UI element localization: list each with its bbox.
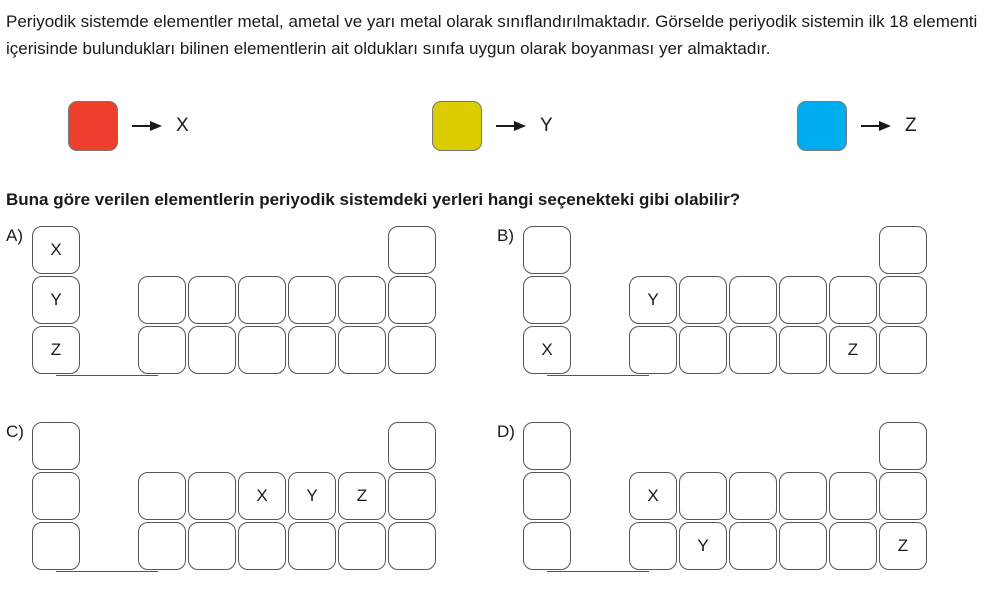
element-cell: [138, 522, 186, 570]
element-cell: [779, 326, 827, 374]
option-letter: D): [497, 422, 515, 441]
element-cell: [138, 326, 186, 374]
element-cell: [388, 422, 436, 470]
element-cell: [288, 522, 336, 570]
element-cell: [188, 522, 236, 570]
element-cell: [879, 326, 927, 374]
element-cell: [288, 276, 336, 324]
element-cell: [679, 472, 727, 520]
table-baseline: [56, 571, 158, 572]
element-cell: [779, 472, 827, 520]
legend-label: Z: [905, 115, 917, 136]
element-cell: [679, 326, 727, 374]
element-cell: [388, 326, 436, 374]
element-cell-labeled: Z: [338, 472, 386, 520]
element-cell: [729, 472, 777, 520]
element-cell: [879, 422, 927, 470]
element-cell: [523, 422, 571, 470]
element-cell: [338, 522, 386, 570]
legend-item-z: [797, 100, 917, 152]
element-cell: [238, 522, 286, 570]
legend-swatch-red: [68, 101, 118, 151]
element-cell: [829, 276, 877, 324]
element-cell: [879, 472, 927, 520]
option-b[interactable]: [497, 226, 967, 391]
arrow-right-icon: [861, 120, 891, 132]
element-cell: [238, 326, 286, 374]
element-cell: [523, 226, 571, 274]
table-baseline: [547, 375, 649, 376]
element-cell: [629, 326, 677, 374]
option-c[interactable]: [6, 422, 476, 587]
element-cell: [388, 522, 436, 570]
element-cell-labeled: Y: [679, 522, 727, 570]
element-cell: [629, 522, 677, 570]
element-cell: [238, 276, 286, 324]
element-cell: [188, 326, 236, 374]
element-cell: [188, 276, 236, 324]
element-cell: [829, 522, 877, 570]
legend-swatch-blue: [797, 101, 847, 151]
element-cell: [188, 472, 236, 520]
element-cell-labeled: Y: [32, 276, 80, 324]
element-cell: [779, 276, 827, 324]
element-cell: [32, 522, 80, 570]
element-cell: [523, 522, 571, 570]
element-cell-labeled: Y: [629, 276, 677, 324]
table-baseline: [547, 571, 649, 572]
intro-text: Periyodik sistemde elementler metal, ametal ve yarı metal olarak sınıflandırılmaktadır. Görselde periyodik sistemin ilk 18 elementi içerisinde bulundukları bilinen elementlerin ait oldukları sınıfa uygun olarak boyanması yer almaktadır.: [6, 12, 978, 58]
element-cell-labeled: X: [238, 472, 286, 520]
legend-label: X: [176, 115, 189, 136]
element-cell: [729, 326, 777, 374]
legend-item-y: [432, 100, 553, 152]
element-cell: [338, 326, 386, 374]
element-cell: [829, 472, 877, 520]
option-d[interactable]: [497, 422, 967, 587]
option-letter: A): [6, 226, 23, 245]
element-cell-labeled: Z: [829, 326, 877, 374]
element-cell: [523, 472, 571, 520]
legend-swatch-yellow: [432, 101, 482, 151]
element-cell: [879, 226, 927, 274]
element-cell: [729, 276, 777, 324]
arrow-right-icon: [132, 120, 162, 132]
element-cell: [138, 276, 186, 324]
legend-item-x: [68, 100, 189, 152]
element-cell-labeled: Y: [288, 472, 336, 520]
element-cell: [338, 276, 386, 324]
element-cell: [32, 472, 80, 520]
element-cell: [679, 276, 727, 324]
element-cell-labeled: X: [32, 226, 80, 274]
legend-label: Y: [540, 115, 553, 136]
element-cell: [32, 422, 80, 470]
option-letter: B): [497, 226, 514, 245]
element-cell: [523, 276, 571, 324]
element-cell-labeled: Z: [879, 522, 927, 570]
question-text: Buna göre verilen elementlerin periyodik sistemdeki yerleri hangi seçenekteki gibi olabilir?: [6, 190, 741, 209]
element-cell: [288, 326, 336, 374]
option-a[interactable]: [6, 226, 476, 391]
element-cell: [729, 522, 777, 570]
element-cell: [138, 472, 186, 520]
option-letter: C): [6, 422, 24, 441]
element-cell-labeled: X: [523, 326, 571, 374]
table-baseline: [56, 375, 158, 376]
arrow-right-icon: [496, 120, 526, 132]
element-cell: [388, 226, 436, 274]
element-cell-labeled: Z: [32, 326, 80, 374]
element-cell: [388, 276, 436, 324]
element-cell: [879, 276, 927, 324]
element-cell-labeled: X: [629, 472, 677, 520]
element-cell: [779, 522, 827, 570]
element-cell: [388, 472, 436, 520]
